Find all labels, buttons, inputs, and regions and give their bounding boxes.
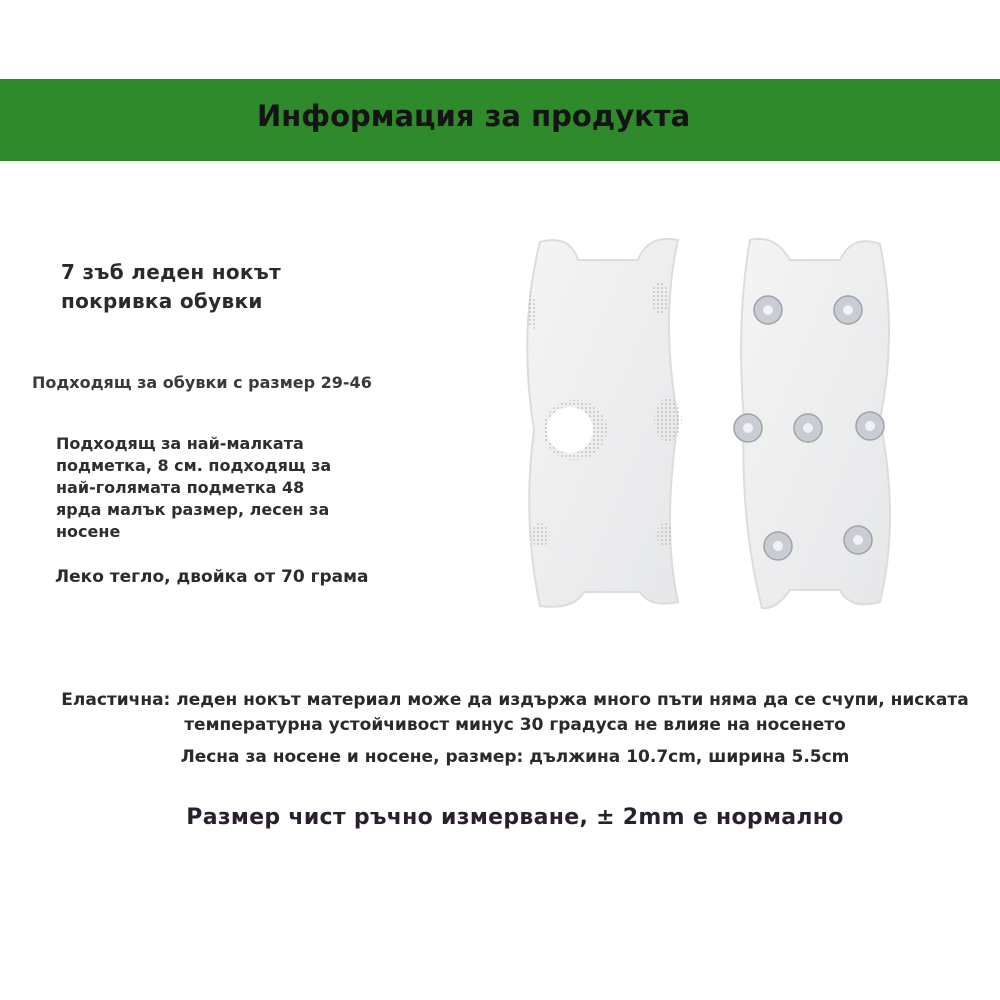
page-title: Информация за продукта xyxy=(257,99,691,133)
header-banner xyxy=(0,79,1000,161)
easy-wear-text: Лесна за носене и носене, размер: дължина 10.7cm, ширина 5.5cm xyxy=(180,747,850,767)
product-name-line: покривка обувки xyxy=(61,289,263,313)
cleat-left-piece xyxy=(527,239,682,607)
elastic-line: Еластична: леден нокът материал може да издържа много пъти няма да се счупи, ниската xyxy=(61,690,969,710)
sole-size-text xyxy=(56,433,356,543)
elastic-text xyxy=(0,688,1000,738)
sole-size-line: Подходящ за най-малката xyxy=(56,434,304,453)
measurement-note: Размер чист ръчно измерване, ± 2mm е нормално xyxy=(186,805,844,830)
product-image xyxy=(500,230,900,620)
product-name xyxy=(61,258,281,316)
elastic-line: температурна устойчивост минус 30 градуса не влияе на носенето xyxy=(184,715,846,735)
sole-size-line: ярда малък размер, лесен за xyxy=(56,500,330,519)
weight-text: Леко тегло, двойка от 70 грама xyxy=(55,567,369,587)
cleat-right-piece xyxy=(734,239,890,608)
sole-size-line: носене xyxy=(56,522,121,541)
sole-size-line: подметка, 8 см. подходящ за xyxy=(56,456,332,475)
sole-size-line: най-голямата подметка 48 xyxy=(56,478,305,497)
fit-shoes-text: Подходящ за обувки с размер 29-46 xyxy=(32,373,372,392)
product-name-line: 7 зъб леден нокът xyxy=(61,260,282,284)
